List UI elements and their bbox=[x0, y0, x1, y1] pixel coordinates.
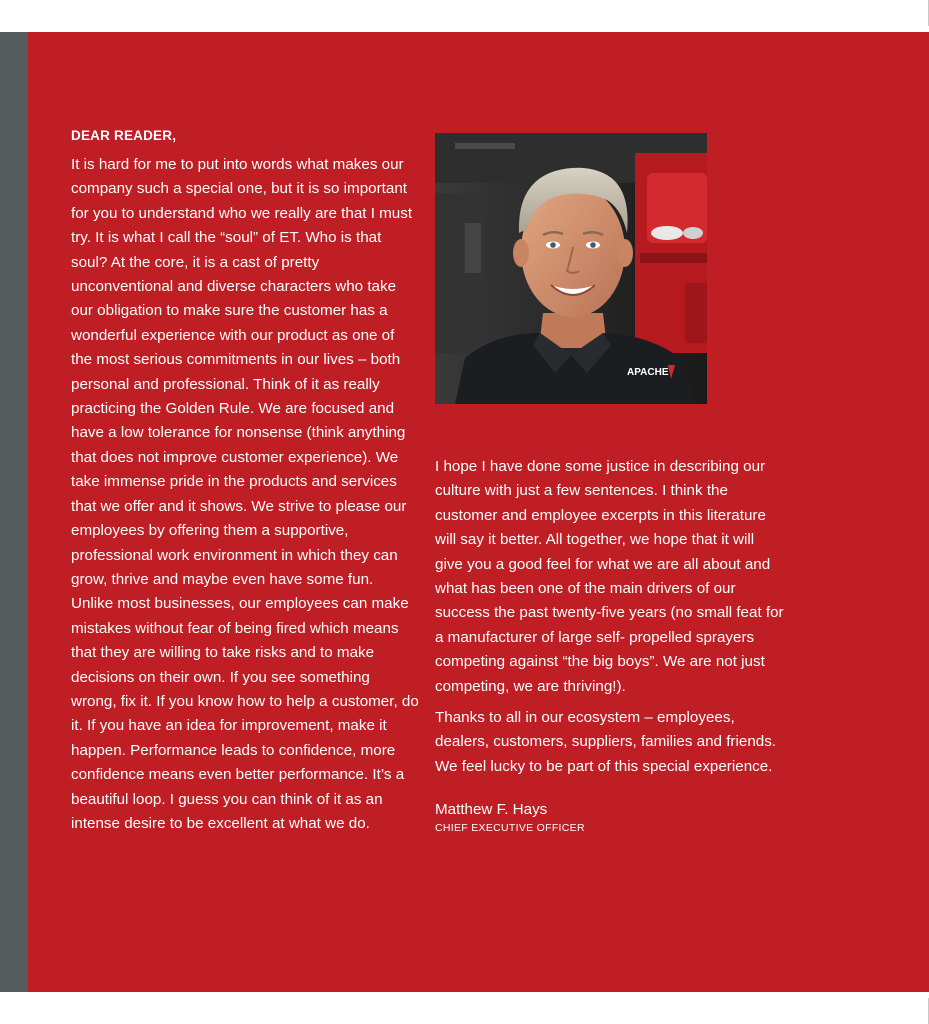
letter-body-left: It is hard for me to put into words what makes our company such a special one, but it is so important for you to understand who we really are that I must try. It is what I call the “soul” of ET. Who is that soul? At the core, it is a cast of pretty unconventional and diverse characters who take our obligation to make sure the customer has a wonderful experience with our product as one of the most serious commitments in our lives – both personal and professional. Think of it as really practicing the Golden Rule. We are focused and have a low tolerance for nonsense (think anything that does not improve customer experience). We take immense pride in the products and services that we offer and it shows. We strive to please our employees by offering them a supportive, professional work environment in which they can grow, thrive and maybe even have some fun. Unlike most businesses, our employees can make mistakes without fear of being fired which means that they are willing to take risks and to make decisions on their own. If you see something wrong, fix it. If you know how to help a customer, do it. If you have an idea for improvement, make it happen. Performance leads to confidence, more confidence means even better performance. It’s a beautiful loop. I guess you can think of it as an intense desire to be excellent at what we do. bbox=[71, 156, 419, 832]
shirt-logo-text: APACHE bbox=[627, 367, 669, 378]
letter-paragraph-closing-1: I hope I have done some justice in describing our culture with just a few sentences. I think the customer and employee excerpts in this literature will say it better. All together, we hope that it will give you a good feel for what we are all about and what has been one of the main drivers of our success the past twenty-five years (no small feat for a manufacturer of large self- propelled sprayers competing against “the big boys”. We are not just competing, we are thriving!). bbox=[435, 458, 784, 695]
letter-salutation: DEAR READER, bbox=[71, 128, 177, 143]
portrait-illustration bbox=[435, 133, 707, 404]
letter-paragraph-closing-2: Thanks to all in our ecosystem – employees, dealers, customers, suppliers, families and friends. We feel lucky to be part of this special experience. bbox=[435, 709, 777, 775]
side-accent-bar bbox=[0, 32, 28, 992]
letter-left-column bbox=[71, 126, 419, 836]
ceo-portrait-photo bbox=[435, 133, 707, 404]
signature-title: CHIEF EXECUTIVE OFFICER bbox=[435, 822, 585, 835]
signature-name: Matthew F. Hays bbox=[435, 801, 548, 819]
letter-right-column bbox=[435, 455, 785, 835]
